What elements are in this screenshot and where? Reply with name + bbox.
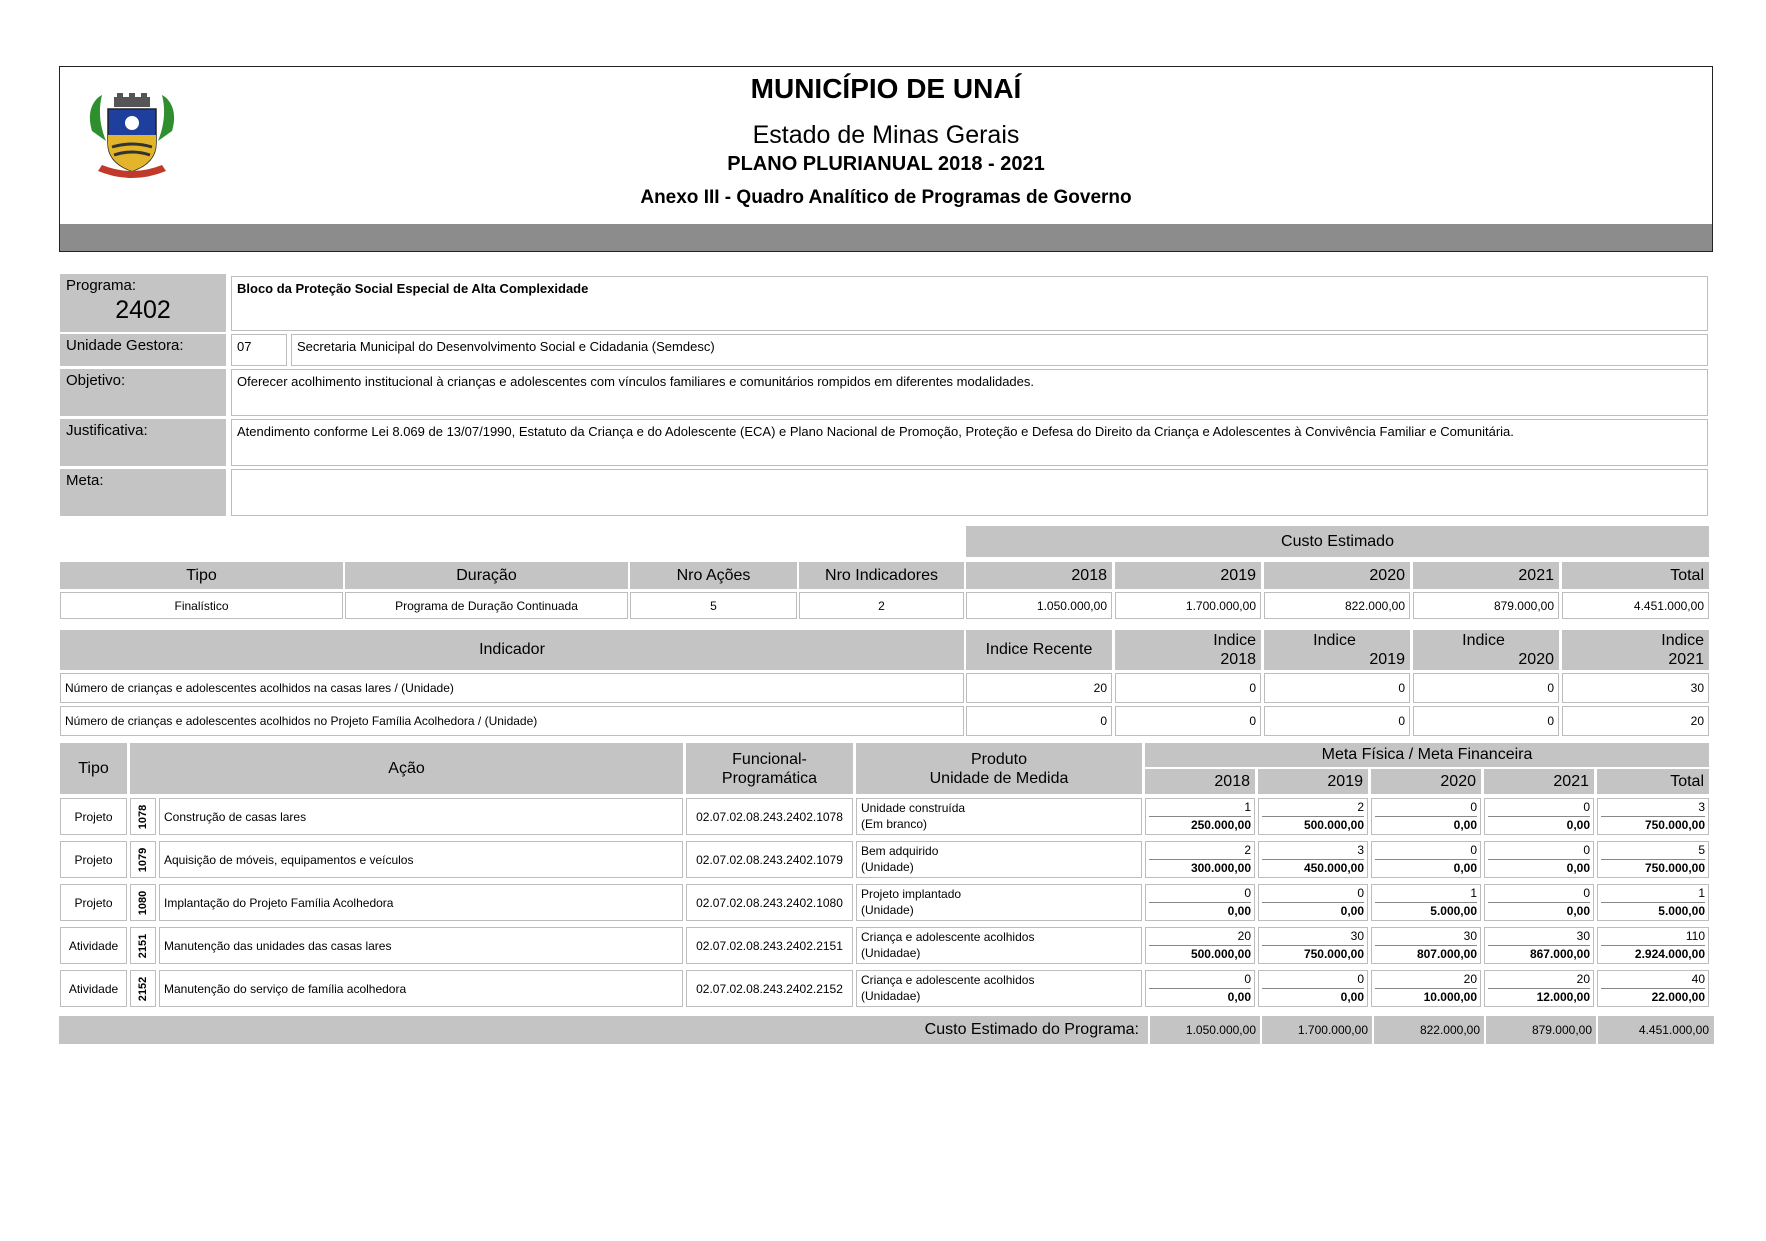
acao-row-3-2019-fisica: 0	[1262, 885, 1364, 903]
custo-programa-2019: 1.700.000,00	[1260, 1016, 1372, 1044]
acao-row-4-produto-nome: Criança e adolescente acolhidos	[861, 930, 1035, 944]
acao-row-2-2021	[1484, 841, 1594, 878]
acao-row-3-codigo-text: 1080	[137, 890, 150, 915]
acao-row-2-total	[1597, 841, 1709, 878]
acao-header-produto-l1: Produto	[970, 750, 1028, 768]
indicador-row-1-2018: 0	[1115, 673, 1261, 703]
acao-row-1-produto-nome: Unidade construída	[861, 801, 966, 815]
acao-row-3-2018	[1145, 884, 1255, 921]
justificativa-texto: Atendimento conforme Lei 8.069 de 13/07/1990, Estatuto da Criança e do Adolescente (ECA) e Plano Nacional de Promoção, Proteção e Defesa do Direito da Criança e Adolescentes à Convivência Familiar e Comunitária.	[231, 419, 1708, 466]
objetivo-label: Objetivo:	[60, 369, 226, 416]
acao-row-2-produto-nome: Bem adquirido	[861, 844, 939, 858]
acao-row-4-2019-financeira: 750.000,00	[1303, 946, 1364, 961]
custo-2020: 822.000,00	[1264, 592, 1410, 619]
acao-row-2-codigo	[130, 841, 156, 878]
acao-row-2-2019-fisica: 3	[1262, 842, 1364, 860]
acao-row-5-2021-fisica: 20	[1488, 971, 1590, 989]
acao-header-2021: 2021	[1484, 769, 1594, 794]
custo-duracao: Programa de Duração Continuada	[345, 592, 628, 619]
acao-row-2-codigo-text: 1079	[137, 847, 150, 872]
indice-2020-header	[1413, 630, 1559, 670]
acao-row-2-2018-financeira: 300.000,00	[1190, 860, 1251, 875]
meta-label: Meta:	[60, 469, 226, 516]
acao-row-2-acao: Aquisição de móveis, equipamentos e veículos	[159, 841, 683, 878]
acao-row-5-2018	[1145, 970, 1255, 1007]
custo-header-duracao: Duração	[345, 562, 628, 589]
plano-subtitle: PLANO PLURIANUAL 2018 - 2021	[727, 153, 1045, 175]
acao-row-1-2019-fisica: 2	[1262, 799, 1364, 817]
acao-row-4-2021-financeira: 867.000,00	[1529, 946, 1590, 961]
acao-row-3-produto-nome: Projeto implantado	[861, 887, 962, 901]
acao-row-1-2021-fisica: 0	[1488, 799, 1590, 817]
acao-row-3-2019-financeira: 0,00	[1340, 903, 1364, 918]
indice-2018-header	[1115, 630, 1261, 670]
acao-row-2-tipo: Projeto	[60, 841, 127, 878]
acao-row-1-2019	[1258, 798, 1368, 835]
acao-header-meta: Meta Física / Meta Financeira	[1145, 743, 1709, 767]
acao-row-3-produto	[856, 884, 1142, 921]
indice-2019-header	[1264, 630, 1410, 670]
acao-row-5-funcional: 02.07.02.08.243.2402.2152	[686, 970, 853, 1007]
header-band	[60, 224, 1712, 251]
indice-2020-header-l1: Indice	[1462, 632, 1505, 649]
acao-row-2-2021-financeira: 0,00	[1566, 860, 1590, 875]
acao-row-3-acao: Implantação do Projeto Família Acolhedora	[159, 884, 683, 921]
acao-row-1-total-financeira: 750.000,00	[1644, 817, 1705, 832]
acao-row-1-produto	[856, 798, 1142, 835]
acao-row-1-2021-financeira: 0,00	[1566, 817, 1590, 832]
acao-row-1-codigo-text: 1078	[137, 804, 150, 829]
acao-row-1-tipo: Projeto	[60, 798, 127, 835]
municipio-title: MUNICÍPIO DE UNAÍ	[750, 73, 1022, 104]
acao-row-5-2019-fisica: 0	[1262, 971, 1364, 989]
acao-header-2020: 2020	[1371, 769, 1481, 794]
custo-programa-total: 4.451.000,00	[1596, 1016, 1713, 1044]
acao-row-4-2018-financeira: 500.000,00	[1190, 946, 1251, 961]
acao-header-acao: Ação	[130, 743, 683, 794]
indice-2020-header-l2: 2020	[1518, 651, 1554, 668]
custo-header-nro-acoes: Nro Ações	[630, 562, 797, 589]
indicador-row-2-2018: 0	[1115, 706, 1261, 736]
acao-row-4-unidade: (Unidadae)	[861, 946, 921, 960]
acao-row-3-unidade: (Unidade)	[861, 903, 914, 917]
acao-row-2-produto	[856, 841, 1142, 878]
acao-row-4-total-fisica: 110	[1601, 928, 1705, 946]
acao-row-3-2021-fisica: 0	[1488, 885, 1590, 903]
indice-2019-header-l2: 2019	[1369, 651, 1405, 668]
acao-row-4-2020-financeira: 807.000,00	[1416, 946, 1477, 961]
custo-header-2021: 2021	[1413, 562, 1559, 589]
acao-row-5-2019	[1258, 970, 1368, 1007]
indice-2018-header-l1: Indice	[1213, 632, 1256, 649]
acao-row-3-total-fisica: 1	[1601, 885, 1705, 903]
acao-row-1-acao: Construção de casas lares	[159, 798, 683, 835]
custo-total: 4.451.000,00	[1562, 592, 1709, 619]
acao-row-1-2021	[1484, 798, 1594, 835]
programa-label-cell	[60, 274, 226, 332]
acao-row-5-total-fisica: 40	[1601, 971, 1705, 989]
acao-header-total: Total	[1597, 769, 1709, 794]
programa-numero: 2402	[115, 296, 171, 324]
acao-row-5-2020-fisica: 20	[1375, 971, 1477, 989]
indicador-row-1-2021: 30	[1562, 673, 1709, 703]
acao-row-5-2020-financeira: 10.000,00	[1423, 989, 1477, 1004]
indicador-row-2-2021: 20	[1562, 706, 1709, 736]
acao-row-2-unidade: (Unidade)	[861, 860, 914, 874]
anexo-subtitle: Anexo III - Quadro Analítico de Programas de Governo	[640, 187, 1132, 208]
acao-row-2-2021-fisica: 0	[1488, 842, 1590, 860]
acao-row-1-funcional: 02.07.02.08.243.2402.1078	[686, 798, 853, 835]
acao-row-5-codigo	[130, 970, 156, 1007]
acao-header-funcional-l2: Programática	[721, 769, 818, 787]
acao-row-3-2020-fisica: 1	[1375, 885, 1477, 903]
acao-row-4-2020	[1371, 927, 1481, 964]
indicador-header: Indicador	[60, 630, 964, 670]
document-header	[59, 66, 1713, 252]
acao-row-5-2021-financeira: 12.000,00	[1536, 989, 1590, 1004]
acao-row-4-2019	[1258, 927, 1368, 964]
indicador-row-1-2020: 0	[1413, 673, 1559, 703]
acao-row-4-acao: Manutenção das unidades das casas lares	[159, 927, 683, 964]
indicador-row-2-nome: Número de crianças e adolescentes acolhidos no Projeto Família Acolhedora / (Unidade)	[60, 706, 964, 736]
custo-header-total: Total	[1562, 562, 1709, 589]
acao-row-5-2020	[1371, 970, 1481, 1007]
custo-programa-2018: 1.050.000,00	[1148, 1016, 1260, 1044]
acao-row-4-total	[1597, 927, 1709, 964]
acao-row-2-2020	[1371, 841, 1481, 878]
custo-programa-2020: 822.000,00	[1372, 1016, 1484, 1044]
acao-row-5-unidade: (Unidadae)	[861, 989, 921, 1003]
acao-row-4-funcional: 02.07.02.08.243.2402.2151	[686, 927, 853, 964]
custo-programa-label: Custo Estimado do Programa:	[924, 1021, 1139, 1038]
acao-row-4-codigo-text: 2151	[137, 933, 150, 958]
acao-row-1-2019-financeira: 500.000,00	[1303, 817, 1364, 832]
custo-nro-indicadores: 2	[799, 592, 964, 619]
acao-row-5-2019-financeira: 0,00	[1340, 989, 1364, 1004]
objetivo-texto: Oferecer acolhimento institucional à crianças e adolescentes com vínculos familiares e comunitários rompidos em diferentes modalidades.	[231, 369, 1708, 416]
acao-row-1-2018-fisica: 1	[1149, 799, 1251, 817]
justificativa-label: Justificativa:	[60, 419, 226, 466]
acao-row-4-2018	[1145, 927, 1255, 964]
acao-row-5-2018-financeira: 0,00	[1227, 989, 1251, 1004]
custo-header-tipo: Tipo	[60, 562, 343, 589]
programa-label: Programa:	[66, 277, 137, 294]
acao-row-1-total	[1597, 798, 1709, 835]
acao-row-1-2018-financeira: 250.000,00	[1190, 817, 1251, 832]
custo-2021: 879.000,00	[1413, 592, 1559, 619]
acao-row-4-produto	[856, 927, 1142, 964]
custo-header-nro-indicadores: Nro Indicadores	[799, 562, 964, 589]
acao-row-5-total	[1597, 970, 1709, 1007]
acao-header-2018: 2018	[1145, 769, 1255, 794]
acao-row-2-2019	[1258, 841, 1368, 878]
acao-row-2-total-financeira: 750.000,00	[1644, 860, 1705, 875]
indicador-row-1-2019: 0	[1264, 673, 1410, 703]
indice-2021-header-l2: 2021	[1668, 651, 1704, 668]
acao-row-5-acao: Manutenção do serviço de família acolhedora	[159, 970, 683, 1007]
acao-row-1-codigo	[130, 798, 156, 835]
programa-nome: Bloco da Proteção Social Especial de Alta Complexidade	[231, 276, 1708, 331]
acao-header-funcional	[686, 743, 853, 794]
acao-header-funcional-l1: Funcional-	[732, 750, 807, 768]
acao-row-5-tipo: Atividade	[60, 970, 127, 1007]
estado-subtitle: Estado de Minas Gerais	[752, 121, 1020, 149]
indice-2021-header	[1562, 630, 1709, 670]
indice-2018-header-l2: 2018	[1220, 651, 1256, 668]
acao-row-5-2021	[1484, 970, 1594, 1007]
indicador-row-1-recente: 20	[966, 673, 1112, 703]
acao-row-4-tipo: Atividade	[60, 927, 127, 964]
acao-row-3-total	[1597, 884, 1709, 921]
acao-header-produto	[856, 743, 1142, 794]
custo-tipo: Finalístico	[60, 592, 343, 619]
custo-2019: 1.700.000,00	[1115, 592, 1261, 619]
indicador-row-2-2019: 0	[1264, 706, 1410, 736]
acao-row-2-2018-fisica: 2	[1149, 842, 1251, 860]
acao-row-1-unidade: (Em branco)	[861, 817, 928, 831]
indice-2021-header-l1: Indice	[1661, 632, 1704, 649]
acao-row-2-2020-fisica: 0	[1375, 842, 1477, 860]
acao-header-produto-l2: Unidade de Medida	[929, 769, 1069, 787]
indice-recente-header: Indice Recente	[966, 630, 1112, 670]
acao-header-2019: 2019	[1258, 769, 1368, 794]
indicador-row-1-nome: Número de crianças e adolescentes acolhidos na casas lares / (Unidade)	[60, 673, 964, 703]
acao-row-1-2020-fisica: 0	[1375, 799, 1477, 817]
acao-row-2-2018	[1145, 841, 1255, 878]
acao-row-4-2021-fisica: 30	[1488, 928, 1590, 946]
custo-header-2018: 2018	[966, 562, 1112, 589]
acao-header-tipo: Tipo	[60, 743, 127, 794]
unidade-gestora-nome: Secretaria Municipal do Desenvolvimento Social e Cidadania (Semdesc)	[291, 334, 1708, 366]
acao-row-3-2019	[1258, 884, 1368, 921]
acao-row-3-2018-fisica: 0	[1149, 885, 1251, 903]
acao-row-5-produto-nome: Criança e adolescente acolhidos	[861, 973, 1035, 987]
acao-row-2-funcional: 02.07.02.08.243.2402.1079	[686, 841, 853, 878]
unidade-gestora-codigo: 07	[231, 334, 287, 366]
indice-2019-header-l1: Indice	[1313, 632, 1356, 649]
indicador-row-2-2020: 0	[1413, 706, 1559, 736]
acao-row-5-codigo-text: 2152	[137, 976, 150, 1001]
acao-row-3-2020-financeira: 5.000,00	[1430, 903, 1477, 918]
acao-row-3-2020	[1371, 884, 1481, 921]
acao-row-4-2021	[1484, 927, 1594, 964]
acao-row-5-2018-fisica: 0	[1149, 971, 1251, 989]
acao-row-4-total-financeira: 2.924.000,00	[1634, 946, 1705, 961]
acao-row-2-2019-financeira: 450.000,00	[1303, 860, 1364, 875]
meta-texto	[231, 469, 1708, 516]
acao-row-3-2021	[1484, 884, 1594, 921]
custo-2018: 1.050.000,00	[966, 592, 1112, 619]
acao-row-1-2020	[1371, 798, 1481, 835]
custo-nro-acoes: 5	[630, 592, 797, 619]
acao-row-3-tipo: Projeto	[60, 884, 127, 921]
acao-row-3-2021-financeira: 0,00	[1566, 903, 1590, 918]
acao-row-1-total-fisica: 3	[1601, 799, 1705, 817]
acao-row-2-2020-financeira: 0,00	[1453, 860, 1477, 875]
acao-row-2-total-fisica: 5	[1601, 842, 1705, 860]
acao-row-5-total-financeira: 22.000,00	[1651, 989, 1705, 1004]
acao-row-1-2020-financeira: 0,00	[1453, 817, 1477, 832]
acao-row-3-codigo	[130, 884, 156, 921]
acao-row-3-2018-financeira: 0,00	[1227, 903, 1251, 918]
custo-header-2020: 2020	[1264, 562, 1410, 589]
custo-programa-2021: 879.000,00	[1484, 1016, 1596, 1044]
acao-row-3-funcional: 02.07.02.08.243.2402.1080	[686, 884, 853, 921]
acao-row-1-2018	[1145, 798, 1255, 835]
unidade-gestora-label: Unidade Gestora:	[60, 334, 226, 366]
custo-estimado-title: Custo Estimado	[966, 526, 1709, 557]
acao-row-5-produto	[856, 970, 1142, 1007]
custo-header-2019: 2019	[1115, 562, 1261, 589]
acao-row-4-2020-fisica: 30	[1375, 928, 1477, 946]
acao-row-4-codigo	[130, 927, 156, 964]
indicador-row-2-recente: 0	[966, 706, 1112, 736]
acao-row-4-2018-fisica: 20	[1149, 928, 1251, 946]
acao-row-3-total-financeira: 5.000,00	[1658, 903, 1705, 918]
acao-row-4-2019-fisica: 30	[1262, 928, 1364, 946]
